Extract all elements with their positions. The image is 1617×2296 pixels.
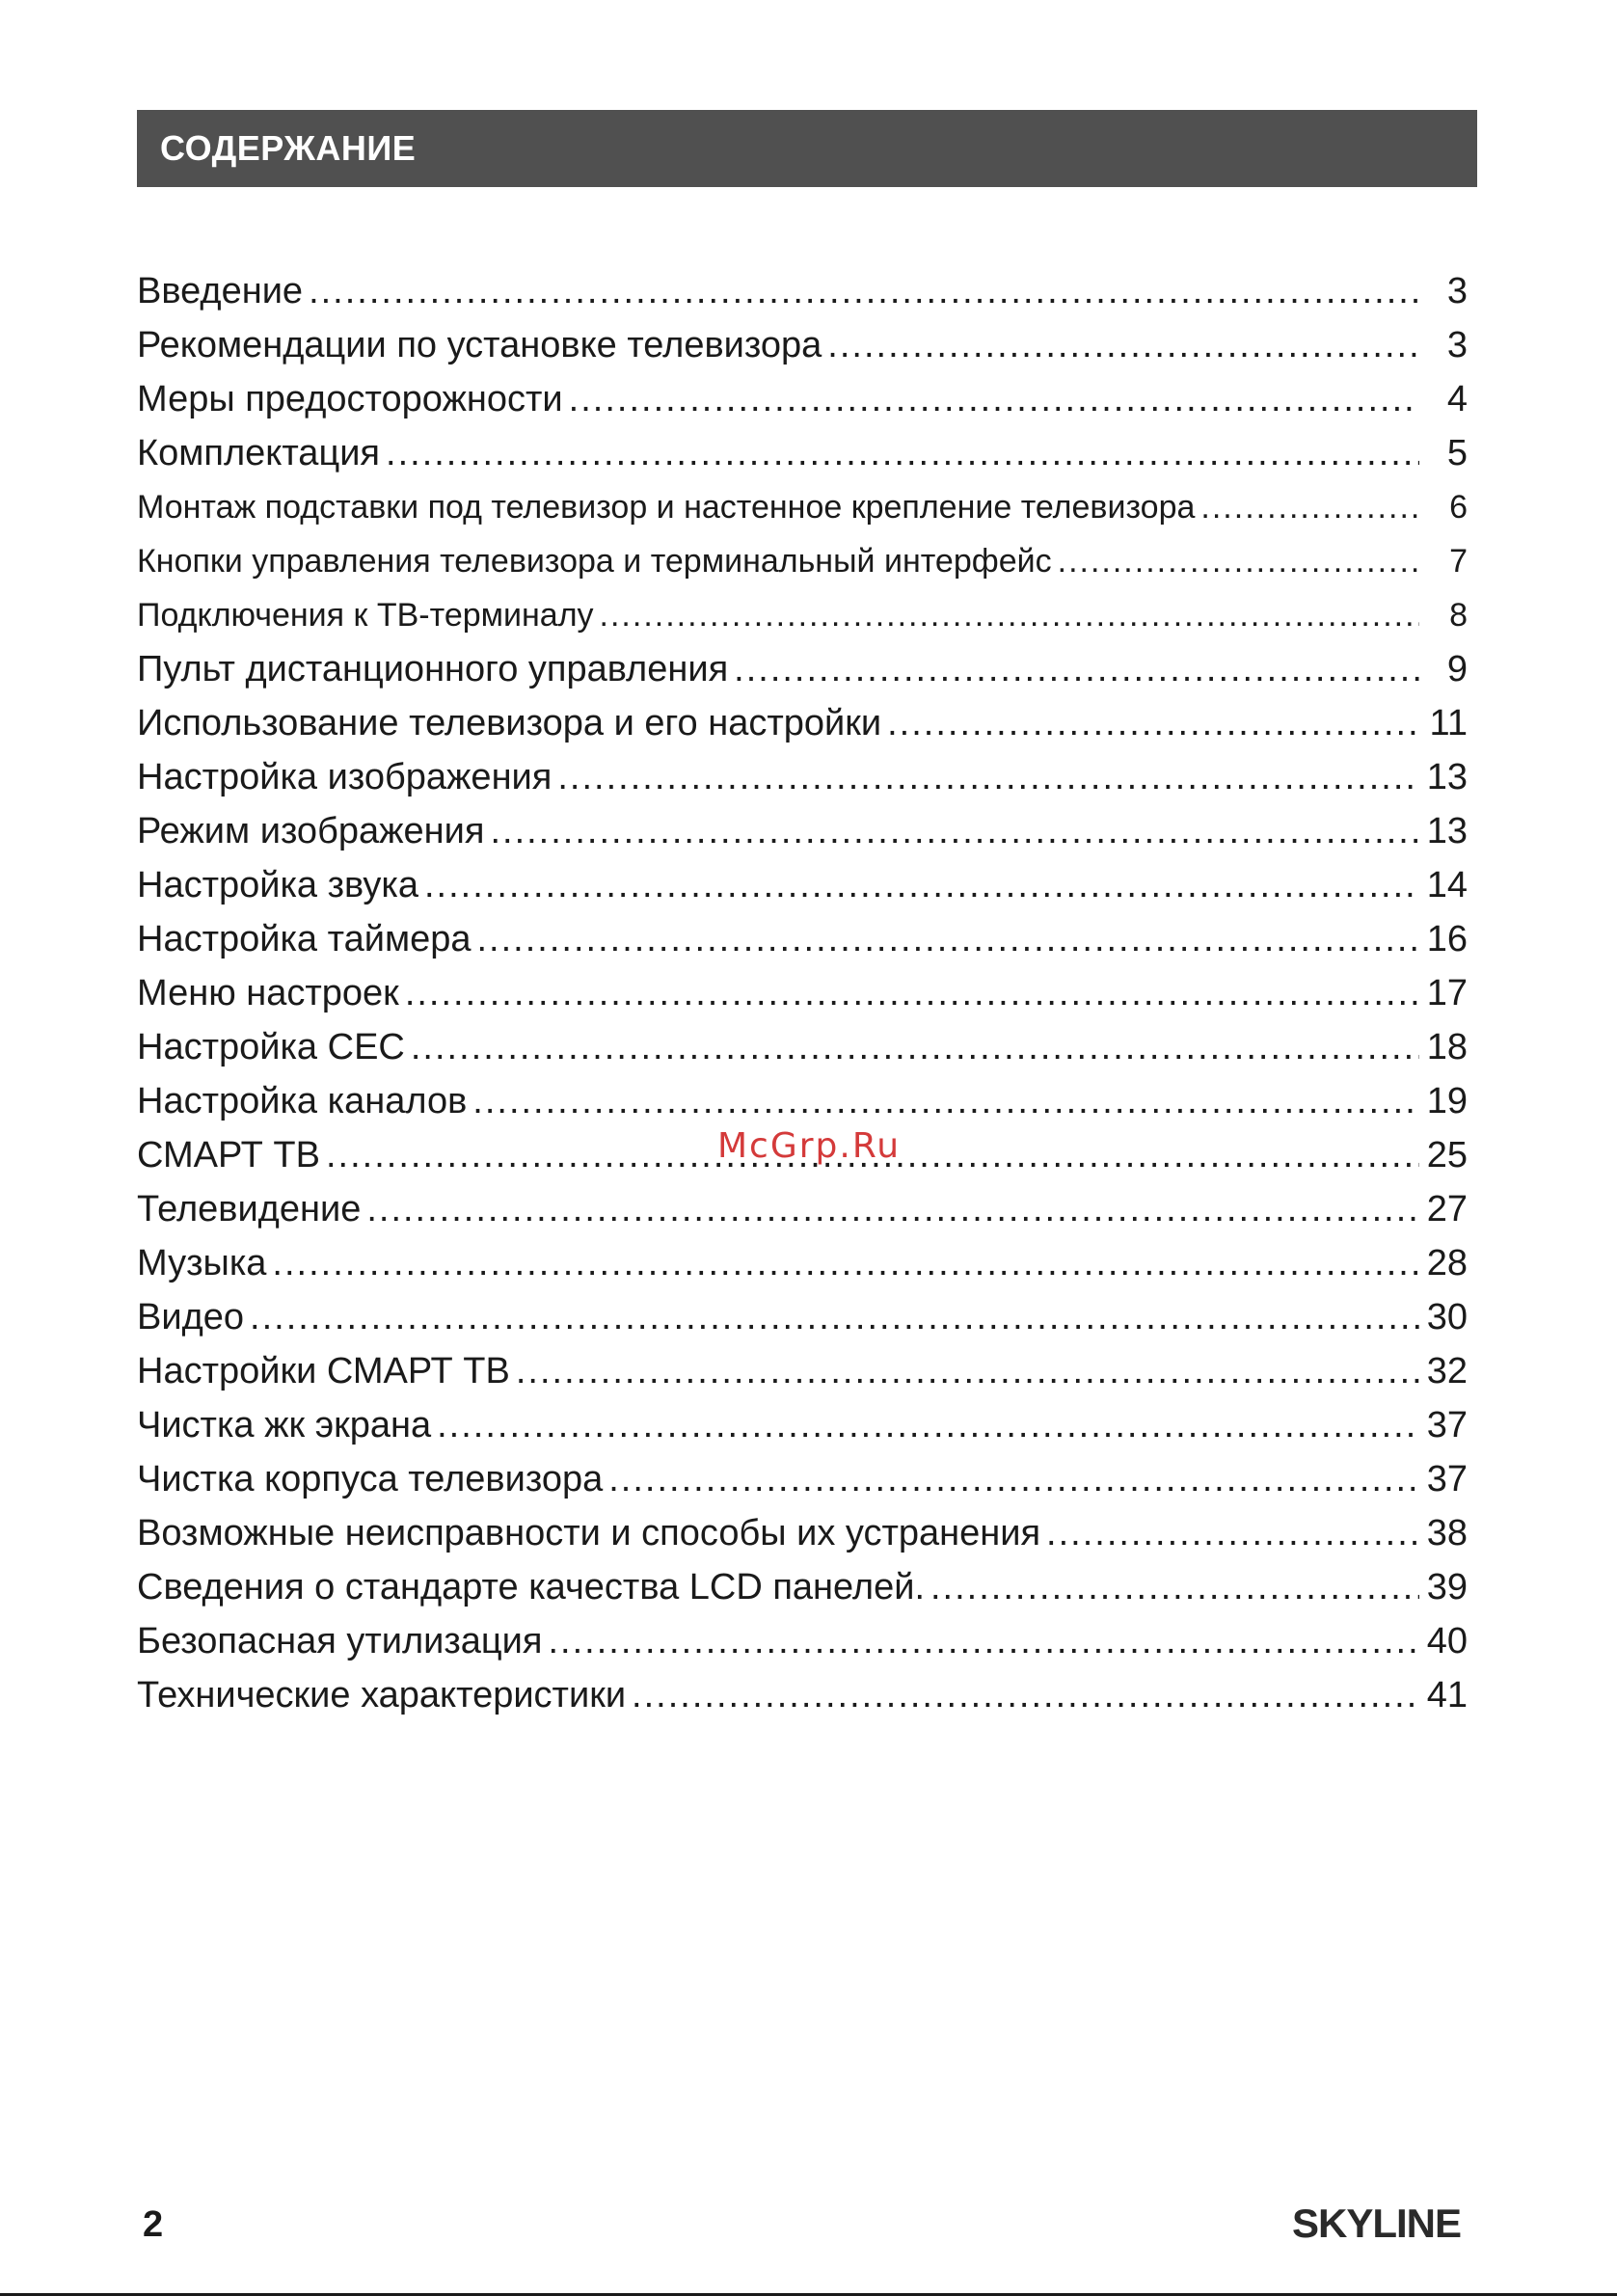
toc-entry-label: Кнопки управления телевизора и терминальный интерфейс bbox=[137, 543, 1052, 580]
toc-leader-dots bbox=[600, 588, 1419, 642]
toc-entry-page: 37 bbox=[1426, 1459, 1468, 1499]
toc-leader-dots bbox=[477, 912, 1420, 966]
toc-entry-label: Введение bbox=[137, 271, 304, 311]
toc-entry bbox=[137, 696, 1468, 750]
toc-leader-dots bbox=[309, 264, 1419, 318]
toc-entry bbox=[137, 264, 1468, 318]
toc-entry bbox=[137, 1182, 1468, 1236]
toc-entry-label: Чистка жк экрана bbox=[137, 1405, 432, 1445]
toc-entry-label: Настройка каналов bbox=[137, 1081, 468, 1121]
toc-entry-page: 40 bbox=[1426, 1621, 1468, 1661]
toc-leader-dots bbox=[411, 1020, 1419, 1074]
toc-entry-label: Возможные неисправности и способы их устранения bbox=[137, 1513, 1041, 1553]
toc-entry-page: 39 bbox=[1426, 1567, 1468, 1607]
toc-entry bbox=[137, 1074, 1468, 1128]
toc-entry-label: Пульт дистанционного управления bbox=[137, 649, 729, 689]
toc-entry-label: Безопасная утилизация bbox=[137, 1621, 543, 1661]
toc-entry-page: 9 bbox=[1446, 649, 1468, 689]
toc-entry bbox=[137, 858, 1468, 912]
toc-entry-label: Чистка корпуса телевизора bbox=[137, 1459, 604, 1499]
toc-entry-page: 14 bbox=[1426, 865, 1468, 905]
toc-entry-label: Настройки СМАРТ ТВ bbox=[137, 1351, 510, 1391]
toc-entry-page: 4 bbox=[1446, 379, 1468, 419]
toc-entry-page: 7 bbox=[1449, 543, 1468, 580]
page-number: 2 bbox=[143, 2204, 164, 2245]
toc-entry-page: 8 bbox=[1449, 597, 1468, 634]
toc-entry-page: 37 bbox=[1426, 1405, 1468, 1445]
toc-entry-page: 6 bbox=[1449, 489, 1468, 526]
toc-leader-dots bbox=[516, 1344, 1419, 1398]
toc-entry-label: Технические характеристики bbox=[137, 1675, 627, 1715]
toc-leader-dots bbox=[569, 372, 1419, 426]
toc-leader-dots bbox=[1058, 534, 1419, 588]
toc-entry-page: 38 bbox=[1426, 1513, 1468, 1553]
toc-leader-dots bbox=[734, 642, 1419, 696]
toc-entry bbox=[137, 1668, 1468, 1722]
toc-leader-dots bbox=[272, 1236, 1419, 1290]
toc-leader-dots bbox=[1046, 1506, 1419, 1560]
toc-entry-page: 11 bbox=[1429, 703, 1468, 743]
toc-entry-label: Меры предосторожности bbox=[137, 379, 563, 419]
toc-entry-page: 5 bbox=[1446, 433, 1468, 473]
toc-entry-label: Режим изображения bbox=[137, 811, 485, 851]
toc-entry bbox=[137, 750, 1468, 804]
toc-entry-label: СМАРТ ТВ bbox=[137, 1135, 320, 1175]
toc-leader-dots bbox=[549, 1614, 1420, 1668]
toc-entry-label: Меню настроек bbox=[137, 973, 399, 1013]
toc-leader-dots bbox=[887, 696, 1419, 750]
toc-entry bbox=[137, 804, 1468, 858]
toc-entry bbox=[137, 426, 1468, 480]
toc-leader-dots bbox=[405, 966, 1419, 1020]
toc-entry-page: 13 bbox=[1426, 811, 1468, 851]
toc-leader-dots bbox=[386, 426, 1419, 480]
toc-entry-page: 18 bbox=[1426, 1027, 1468, 1067]
toc-entry-label: Подключения к ТВ-терминалу bbox=[137, 597, 594, 634]
toc-leader-dots bbox=[424, 858, 1419, 912]
toc-entry bbox=[137, 1506, 1468, 1560]
page-title: СОДЕРЖАНИЕ bbox=[160, 128, 417, 168]
toc-leader-dots bbox=[490, 804, 1419, 858]
toc-entry-label: Настройка изображения bbox=[137, 757, 552, 797]
toc-entry bbox=[137, 480, 1468, 534]
toc-entry bbox=[137, 588, 1468, 642]
toc-entry bbox=[137, 1398, 1468, 1452]
toc-entry-label: Сведения о стандарте качества LCD панелей. bbox=[137, 1567, 925, 1607]
toc-entry bbox=[137, 1020, 1468, 1074]
toc-leader-dots bbox=[557, 750, 1419, 804]
watermark: McGrp.Ru bbox=[717, 1126, 902, 1166]
toc-entry-label: Музыка bbox=[137, 1243, 267, 1283]
toc-entry-label: Использование телевизора и его настройки bbox=[137, 703, 882, 743]
toc-entry-page: 25 bbox=[1426, 1135, 1468, 1175]
toc-leader-dots bbox=[827, 318, 1419, 372]
toc-leader-dots bbox=[632, 1668, 1419, 1722]
toc-entry-page: 3 bbox=[1446, 271, 1468, 311]
toc-entry bbox=[137, 1236, 1468, 1290]
toc-leader-dots bbox=[472, 1074, 1419, 1128]
brand-logo: SKYLINE bbox=[1292, 2201, 1462, 2246]
toc-entry bbox=[137, 1560, 1468, 1614]
toc-entry-label: Настройка звука bbox=[137, 865, 418, 905]
toc-entry bbox=[137, 966, 1468, 1020]
toc-entry-page: 27 bbox=[1426, 1189, 1468, 1229]
toc-entry-page: 41 bbox=[1426, 1675, 1468, 1715]
toc-entry-page: 32 bbox=[1426, 1351, 1468, 1391]
toc-entry-label: Комплектация bbox=[137, 433, 381, 473]
toc-leader-dots bbox=[250, 1290, 1419, 1344]
toc-entry bbox=[137, 642, 1468, 696]
toc-entry-label: Телевидение bbox=[137, 1189, 362, 1229]
toc-entry-page: 30 bbox=[1426, 1297, 1468, 1337]
section-header bbox=[137, 110, 1477, 187]
toc-entry-label: Рекомендации по установке телевизора bbox=[137, 325, 822, 365]
toc-entry-label: Настройка таймера bbox=[137, 919, 472, 959]
table-of-contents bbox=[137, 264, 1468, 1722]
toc-entry bbox=[137, 1452, 1468, 1506]
toc-entry bbox=[137, 372, 1468, 426]
toc-entry bbox=[137, 912, 1468, 966]
toc-entry bbox=[137, 318, 1468, 372]
toc-entry bbox=[137, 1614, 1468, 1668]
toc-leader-dots bbox=[608, 1452, 1419, 1506]
toc-entry-label: Монтаж подставки под телевизор и настенное крепление телевизора bbox=[137, 489, 1196, 526]
toc-entry-page: 19 bbox=[1426, 1081, 1468, 1121]
toc-entry-page: 28 bbox=[1426, 1243, 1468, 1283]
toc-entry bbox=[137, 1290, 1468, 1344]
toc-entry-label: Видео bbox=[137, 1297, 245, 1337]
toc-entry-page: 3 bbox=[1446, 325, 1468, 365]
toc-leader-dots bbox=[930, 1560, 1419, 1614]
toc-entry bbox=[137, 1344, 1468, 1398]
toc-entry-page: 17 bbox=[1426, 973, 1468, 1013]
toc-leader-dots bbox=[1200, 480, 1419, 534]
toc-entry-page: 16 bbox=[1426, 919, 1468, 959]
toc-entry-label: Настройка СЕС bbox=[137, 1027, 405, 1067]
toc-entry bbox=[137, 534, 1468, 588]
toc-entry-page: 13 bbox=[1426, 757, 1468, 797]
toc-leader-dots bbox=[366, 1182, 1419, 1236]
toc-leader-dots bbox=[437, 1398, 1419, 1452]
